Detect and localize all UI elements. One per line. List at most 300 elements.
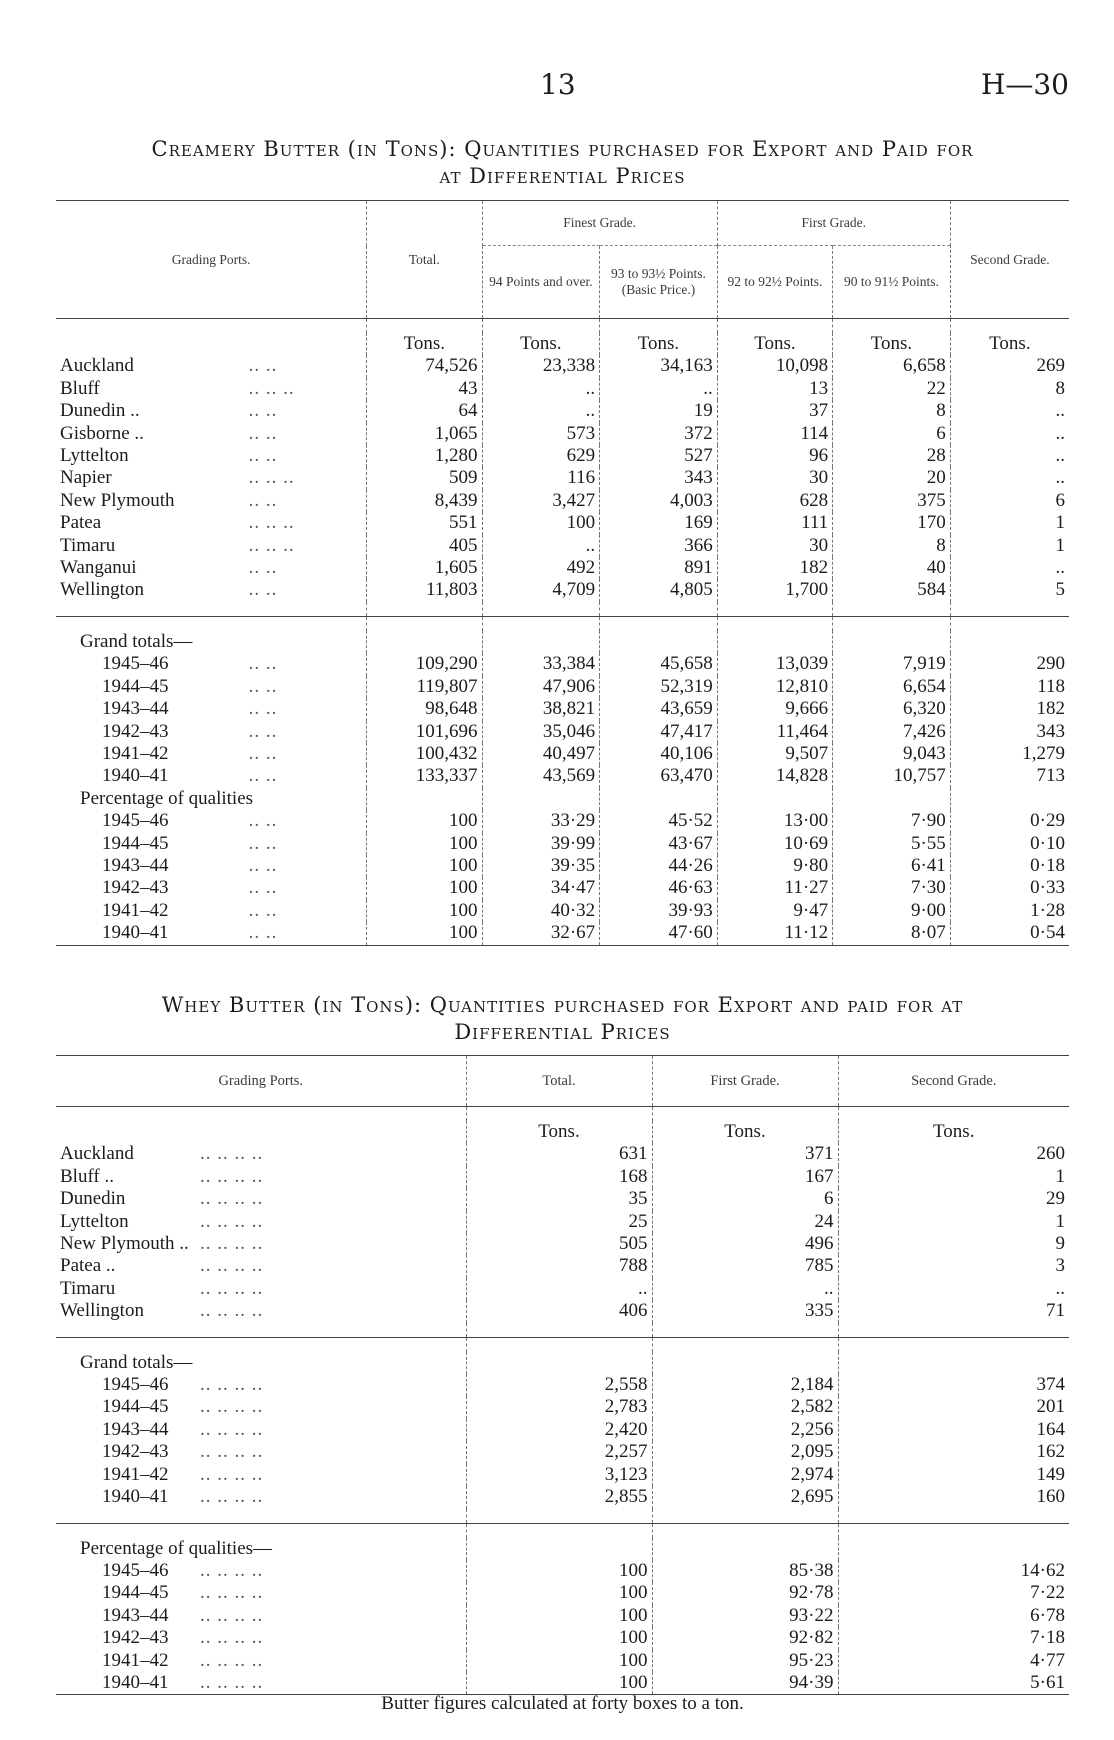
- leader-dots: .. ..: [248, 557, 278, 579]
- whey-title-line1: Whey Butter (in Tons): Quantities purchased for Export and paid for at: [161, 993, 964, 1017]
- blank-cell: [652, 1352, 838, 1374]
- spacer-cell: [600, 616, 718, 631]
- port-value: 1,065: [367, 423, 482, 445]
- port-value: 551: [367, 512, 482, 534]
- grand-total-value: 2,783: [466, 1396, 652, 1418]
- port-name: Auckland: [60, 355, 134, 377]
- percentage-value: 45·52: [600, 810, 718, 832]
- percentage-value: 94·39: [652, 1672, 838, 1695]
- grand-total-value: 7,426: [833, 721, 951, 743]
- grand-total-value: 12,810: [717, 676, 832, 698]
- port-value: 74,526: [367, 355, 482, 377]
- port-value: ..: [950, 557, 1069, 579]
- leader-dots: .. ..: [248, 355, 278, 377]
- port-value: 371: [652, 1143, 838, 1165]
- year-label: 1940–41: [102, 765, 169, 787]
- blank-cell: [950, 788, 1069, 810]
- grand-totals-label-row: [56, 1352, 1069, 1374]
- port-value: 891: [600, 557, 718, 579]
- percentage-value: 7·90: [833, 810, 951, 832]
- grand-total-value: 713: [950, 765, 1069, 787]
- grand-total-value: 33,384: [482, 653, 600, 675]
- header-second-grade: Second Grade.: [950, 201, 1069, 319]
- leader-dots: .. ..: [248, 720, 278, 742]
- year-label: 1940–41: [102, 1671, 169, 1693]
- percentage-value: 13·00: [717, 810, 832, 832]
- port-value: ..: [950, 467, 1069, 489]
- spacer-row: [56, 616, 1069, 631]
- port-value: ..: [950, 400, 1069, 422]
- spacer-row: [56, 1323, 1069, 1338]
- year-label: 1941–42: [102, 1463, 169, 1485]
- leader-dots: .. ..: [248, 675, 278, 697]
- unit-label: Tons.: [950, 333, 1069, 355]
- port-name: Patea: [60, 512, 102, 534]
- spacer-cell: [838, 1107, 1069, 1122]
- port-value: 170: [833, 512, 951, 534]
- port-row: [56, 535, 1069, 557]
- percentage-value: 93·22: [652, 1605, 838, 1627]
- spacer-cell: [833, 319, 951, 334]
- port-value: 111: [717, 512, 832, 534]
- grand-total-value: 40,497: [482, 743, 600, 765]
- port-value: 168: [466, 1166, 652, 1188]
- port-name: Gisborne ..: [60, 422, 144, 444]
- spacer-row: [56, 1523, 1069, 1538]
- port-value: 30: [717, 535, 832, 557]
- port-row: [56, 1188, 1069, 1210]
- port-value: ..: [838, 1278, 1069, 1300]
- leader-dots: .. ..: [248, 742, 278, 764]
- port-value: 1: [838, 1211, 1069, 1233]
- grand-total-value: 45,658: [600, 653, 718, 675]
- percentage-value: 11·12: [717, 922, 832, 945]
- port-value: 116: [482, 467, 600, 489]
- blank-cell: [950, 631, 1069, 653]
- spacer-cell: [466, 1107, 652, 1122]
- leader-dots: .. .. .. ..: [200, 1604, 264, 1626]
- grand-total-value: 119,807: [367, 676, 482, 698]
- port-row: [56, 400, 1069, 422]
- port-value: 169: [600, 512, 718, 534]
- spacer-cell: [950, 319, 1069, 334]
- percentage-row: [56, 922, 1069, 945]
- port-value: 8,439: [367, 490, 482, 512]
- port-name: New Plymouth ..: [60, 1233, 189, 1255]
- port-name: Bluff ..: [60, 1165, 115, 1187]
- port-value: 20: [833, 467, 951, 489]
- spacer-cell: [717, 319, 832, 334]
- year-label: 1940–41: [102, 1486, 169, 1508]
- year-label: 1943–44: [102, 1418, 169, 1440]
- percentage-value: 100: [466, 1605, 652, 1627]
- leader-dots: .. .. .. ..: [200, 1300, 264, 1322]
- grand-total-value: 164: [838, 1419, 1069, 1441]
- port-value: 64: [367, 400, 482, 422]
- port-value: 4,003: [600, 490, 718, 512]
- percentage-value: 7·30: [833, 877, 951, 899]
- percentage-row: [56, 1650, 1069, 1672]
- percentage-label: Percentage of qualities: [80, 787, 254, 809]
- blank-cell: [838, 1352, 1069, 1374]
- percentage-value: 40·32: [482, 900, 600, 922]
- port-value: 343: [600, 467, 718, 489]
- spacer-cell: [652, 1337, 838, 1352]
- port-value: 584: [833, 579, 951, 601]
- port-name: Timaru: [60, 534, 116, 556]
- year-label: 1943–44: [102, 698, 169, 720]
- grand-total-value: 13,039: [717, 653, 832, 675]
- year-label: 1941–42: [102, 899, 169, 921]
- leader-dots: .. .. .. ..: [200, 1627, 264, 1649]
- spacer-cell: [56, 602, 245, 617]
- percentage-value: 100: [466, 1560, 652, 1582]
- percentage-value: 5·61: [838, 1672, 1069, 1695]
- port-value: 372: [600, 423, 718, 445]
- port-value: 1: [950, 535, 1069, 557]
- leader-dots: .. ..: [248, 489, 278, 511]
- grand-total-value: 63,470: [600, 765, 718, 787]
- spacer-cell: [950, 616, 1069, 631]
- leader-dots: .. .. .. ..: [200, 1210, 264, 1232]
- year-label: 1945–46: [102, 653, 169, 675]
- spacer-cell: [482, 602, 600, 617]
- grand-total-value: 2,558: [466, 1374, 652, 1396]
- port-value: 1,280: [367, 445, 482, 467]
- leader-dots: .. .. .. ..: [200, 1277, 264, 1299]
- unit-label: Tons.: [652, 1121, 838, 1143]
- spacer-cell: [717, 616, 832, 631]
- percentage-value: 0·18: [950, 855, 1069, 877]
- spacer-cell: [833, 602, 951, 617]
- port-row: [56, 423, 1069, 445]
- percentage-value: 100: [466, 1672, 652, 1695]
- percentage-label-row: [56, 1538, 1069, 1560]
- port-row: [56, 512, 1069, 534]
- port-value: 11,803: [367, 579, 482, 601]
- port-value: 23,338: [482, 355, 600, 377]
- percentage-value: 33·29: [482, 810, 600, 832]
- percentage-value: 92·82: [652, 1627, 838, 1649]
- spacer-cell: [600, 319, 718, 334]
- leader-dots: .. .. .. ..: [200, 1165, 264, 1187]
- footnote: Butter figures calculated at forty boxes to a ton.: [381, 1693, 744, 1714]
- percentage-value: 14·62: [838, 1560, 1069, 1582]
- spacer-cell: [950, 602, 1069, 617]
- grand-totals-label-row: [56, 631, 1069, 653]
- port-value: 505: [466, 1233, 652, 1255]
- unit-label: Tons.: [367, 333, 482, 355]
- port-value: 1: [950, 512, 1069, 534]
- leader-dots: .. .. .. ..: [200, 1233, 264, 1255]
- port-value: 492: [482, 557, 600, 579]
- spacer-cell: [56, 319, 245, 334]
- spacer-cell: [652, 1323, 838, 1338]
- spacer-cell: [245, 602, 367, 617]
- unit-label: Tons.: [717, 333, 832, 355]
- port-value: ..: [652, 1278, 838, 1300]
- grand-total-value: 3,123: [466, 1464, 652, 1486]
- grand-total-value: 149: [838, 1464, 1069, 1486]
- grand-total-value: 47,906: [482, 676, 600, 698]
- leader-dots: .. .. ..: [248, 377, 295, 399]
- year-label: 1940–41: [102, 922, 169, 944]
- leader-dots: .. ..: [248, 810, 278, 832]
- leader-dots: .. .. .. ..: [200, 1188, 264, 1210]
- blank-cell: [482, 631, 600, 653]
- leader-dots: .. .. ..: [248, 512, 295, 534]
- spacer-row: [56, 1337, 1069, 1352]
- leader-dots: .. .. .. ..: [200, 1143, 264, 1165]
- port-row: [56, 557, 1069, 579]
- spacer-cell: [482, 616, 600, 631]
- grand-total-row: [56, 1441, 1069, 1463]
- unit-label: Tons.: [833, 333, 951, 355]
- year-label: 1944–45: [102, 675, 169, 697]
- spacer-cell: [245, 319, 367, 334]
- percentage-row: [56, 1627, 1069, 1649]
- port-value: 573: [482, 423, 600, 445]
- leader-dots: .. ..: [248, 698, 278, 720]
- leader-dots: .. ..: [248, 765, 278, 787]
- units-blank: [56, 1121, 196, 1143]
- percentage-label: Percentage of qualities—: [80, 1537, 273, 1559]
- grand-total-value: 10,757: [833, 765, 951, 787]
- port-value: 375: [833, 490, 951, 512]
- percentage-value: 0·10: [950, 833, 1069, 855]
- percentage-row: [56, 1582, 1069, 1604]
- port-value: 8: [833, 535, 951, 557]
- percentage-value: 100: [367, 877, 482, 899]
- percentage-value: 100: [466, 1650, 652, 1672]
- grand-total-value: 11,464: [717, 721, 832, 743]
- port-value: 37: [717, 400, 832, 422]
- spacer-row: [56, 1509, 1069, 1524]
- grand-total-value: 9,666: [717, 698, 832, 720]
- spacer-cell: [838, 1337, 1069, 1352]
- grand-total-row: [56, 676, 1069, 698]
- blank-cell: [833, 631, 951, 653]
- port-name: Auckland: [60, 1143, 134, 1165]
- percentage-row: [56, 855, 1069, 877]
- spacer-cell: [482, 319, 600, 334]
- percentage-value: 95·23: [652, 1650, 838, 1672]
- leader-dots: .. ..: [248, 400, 278, 422]
- percentage-row: [56, 1605, 1069, 1627]
- port-value: 29: [838, 1188, 1069, 1210]
- spacer-cell: [652, 1509, 838, 1524]
- header-94-points: 94 Points and over.: [482, 246, 600, 319]
- port-value: ..: [950, 423, 1069, 445]
- spacer-cell: [466, 1323, 652, 1338]
- spacer-cell: [600, 602, 718, 617]
- percentage-value: 0·54: [950, 922, 1069, 945]
- percentage-value: 100: [367, 922, 482, 945]
- port-row: [56, 1255, 1069, 1277]
- unit-label: Tons.: [838, 1121, 1069, 1143]
- port-name: Bluff: [60, 377, 100, 399]
- spacer-cell: [56, 1509, 196, 1524]
- port-row: [56, 579, 1069, 601]
- port-row: [56, 355, 1069, 377]
- units-blank: [245, 333, 367, 355]
- percentage-value: 39·35: [482, 855, 600, 877]
- percentage-value: 92·78: [652, 1582, 838, 1604]
- grand-total-row: [56, 765, 1069, 787]
- spacer-cell: [56, 1107, 196, 1122]
- port-value: 13: [717, 378, 832, 400]
- port-value: 40: [833, 557, 951, 579]
- port-value: 509: [367, 467, 482, 489]
- spacer-cell: [196, 1323, 466, 1338]
- port-row: [56, 1211, 1069, 1233]
- year-label: 1942–43: [102, 877, 169, 899]
- leader-dots: .. .. .. ..: [200, 1649, 264, 1671]
- port-value: 8: [950, 378, 1069, 400]
- port-value: 1: [838, 1166, 1069, 1188]
- port-value: 3,427: [482, 490, 600, 512]
- percentage-value: 100: [367, 833, 482, 855]
- percentage-value: 7·18: [838, 1627, 1069, 1649]
- percentage-value: 5·55: [833, 833, 951, 855]
- units-row: [56, 333, 1069, 355]
- port-value: ..: [950, 445, 1069, 467]
- grand-total-value: 343: [950, 721, 1069, 743]
- header-93-points: 93 to 93½ Points. (Basic Price.): [600, 246, 718, 319]
- percentage-row: [56, 833, 1069, 855]
- percentage-value: 9·00: [833, 900, 951, 922]
- percentage-value: 100: [367, 810, 482, 832]
- leader-dots: .. ..: [248, 445, 278, 467]
- year-label: 1942–43: [102, 720, 169, 742]
- port-value: 3: [838, 1255, 1069, 1277]
- spacer-cell: [56, 1323, 196, 1338]
- unit-label: Tons.: [466, 1121, 652, 1143]
- port-value: 496: [652, 1233, 838, 1255]
- units-row: [56, 1121, 1069, 1143]
- year-label: 1944–45: [102, 1582, 169, 1604]
- grand-total-value: 98,648: [367, 698, 482, 720]
- percentage-value: 34·47: [482, 877, 600, 899]
- port-value: 405: [367, 535, 482, 557]
- port-row: [56, 445, 1069, 467]
- port-row: [56, 467, 1069, 489]
- spacer-cell: [367, 319, 482, 334]
- percentage-row: [56, 900, 1069, 922]
- port-value: 182: [717, 557, 832, 579]
- grand-total-row: [56, 698, 1069, 720]
- port-value: 527: [600, 445, 718, 467]
- percentage-value: 100: [466, 1582, 652, 1604]
- port-value: 366: [600, 535, 718, 557]
- grand-total-value: 14,828: [717, 765, 832, 787]
- percentage-value: 10·69: [717, 833, 832, 855]
- port-row: [56, 1143, 1069, 1165]
- port-name: Lyttelton: [60, 445, 129, 467]
- whey-butter-title: [56, 992, 1069, 1046]
- year-label: 1945–46: [102, 810, 169, 832]
- blank-cell: [367, 631, 482, 653]
- unit-label: Tons.: [482, 333, 600, 355]
- unit-label: Tons.: [600, 333, 718, 355]
- spacer-cell: [838, 1509, 1069, 1524]
- grand-total-row: [56, 1396, 1069, 1418]
- document-reference: H—30: [980, 68, 1069, 101]
- port-name: Timaru: [60, 1277, 116, 1299]
- blank-cell: [600, 631, 718, 653]
- leader-dots: .. .. .. ..: [200, 1255, 264, 1277]
- spacer-row: [56, 319, 1069, 334]
- blank-cell: [600, 788, 718, 810]
- leader-dots: .. .. ..: [248, 534, 295, 556]
- year-label: 1943–44: [102, 854, 169, 876]
- grand-total-value: 2,582: [652, 1396, 838, 1418]
- leader-dots: .. ..: [248, 922, 278, 944]
- grand-total-value: 6,654: [833, 676, 951, 698]
- port-row: [56, 1300, 1069, 1322]
- percentage-value: 43·67: [600, 833, 718, 855]
- percentage-label-row: [56, 788, 1069, 810]
- percentage-value: 4·77: [838, 1650, 1069, 1672]
- percentage-value: 47·60: [600, 922, 718, 945]
- leader-dots: .. .. .. ..: [200, 1582, 264, 1604]
- grand-total-row: [56, 1374, 1069, 1396]
- blank-cell: [652, 1538, 838, 1560]
- grand-total-row: [56, 1486, 1069, 1508]
- year-label: 1941–42: [102, 1649, 169, 1671]
- grand-total-value: 2,257: [466, 1441, 652, 1463]
- grand-total-value: 160: [838, 1486, 1069, 1508]
- grand-total-value: 7,919: [833, 653, 951, 675]
- port-value: ..: [482, 400, 600, 422]
- blank-cell: [717, 788, 832, 810]
- leader-dots: .. ..: [248, 579, 278, 601]
- grand-total-value: 2,256: [652, 1419, 838, 1441]
- year-label: 1945–46: [102, 1374, 169, 1396]
- grand-total-value: 182: [950, 698, 1069, 720]
- percentage-value: 7·22: [838, 1582, 1069, 1604]
- port-value: 114: [717, 423, 832, 445]
- leader-dots: .. ..: [248, 422, 278, 444]
- spacer-row: [56, 1107, 1069, 1122]
- grand-total-value: 118: [950, 676, 1069, 698]
- port-name: New Plymouth: [60, 489, 175, 511]
- grand-total-value: 101,696: [367, 721, 482, 743]
- spacer-cell: [466, 1337, 652, 1352]
- grand-total-value: 2,184: [652, 1374, 838, 1396]
- grand-total-value: 2,095: [652, 1441, 838, 1463]
- grand-totals-label: Grand totals—: [80, 1351, 193, 1373]
- spacer-cell: [717, 602, 832, 617]
- percentage-value: 0·33: [950, 877, 1069, 899]
- percentage-value: 9·80: [717, 855, 832, 877]
- grand-total-value: 2,974: [652, 1464, 838, 1486]
- blank-cell: [833, 788, 951, 810]
- port-value: 788: [466, 1255, 652, 1277]
- percentage-value: 100: [367, 900, 482, 922]
- leader-dots: .. .. .. ..: [200, 1671, 264, 1693]
- port-name: Dunedin: [60, 1188, 126, 1210]
- leader-dots: .. .. ..: [248, 467, 295, 489]
- percentage-value: 6·41: [833, 855, 951, 877]
- port-value: ..: [466, 1278, 652, 1300]
- whey-header-first-grade: First Grade.: [652, 1056, 838, 1107]
- spacer-cell: [196, 1523, 466, 1538]
- percentage-value: 85·38: [652, 1560, 838, 1582]
- spacer-cell: [367, 602, 482, 617]
- spacer-cell: [838, 1523, 1069, 1538]
- percentage-value: 44·26: [600, 855, 718, 877]
